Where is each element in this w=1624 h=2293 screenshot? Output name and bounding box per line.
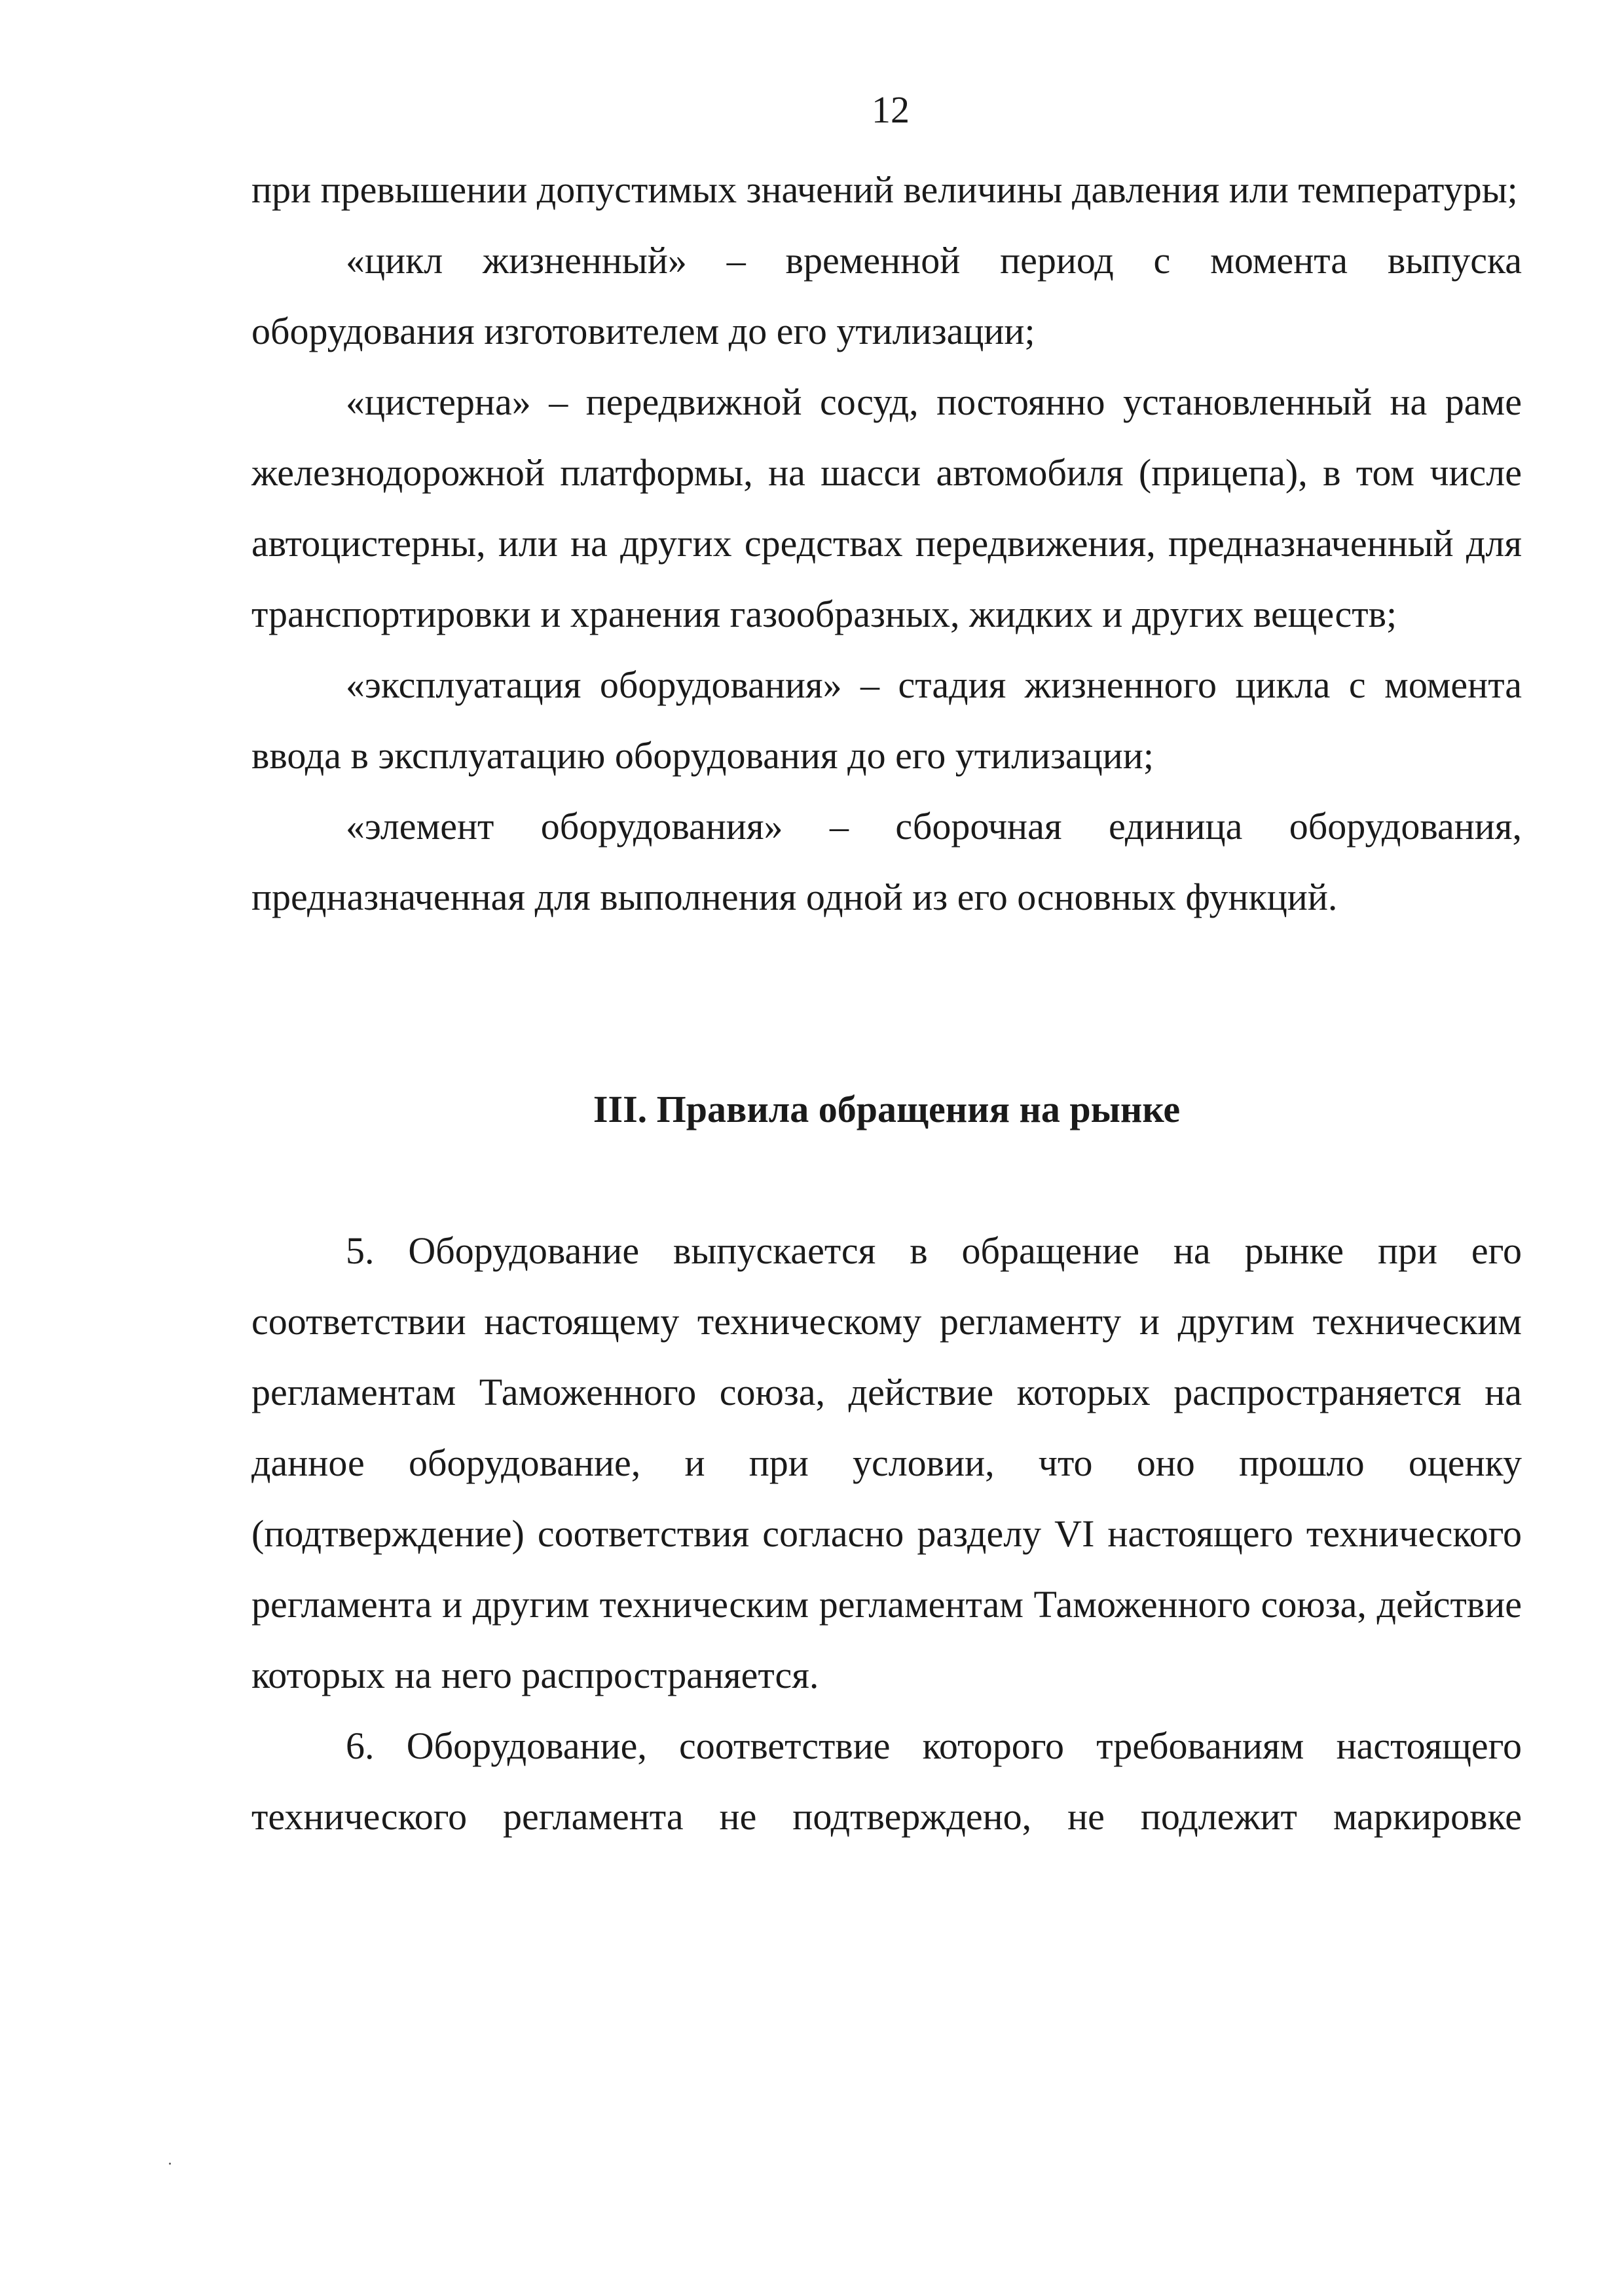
scan-speck [169,2163,171,2165]
definition-paragraph-element: «элемент оборудования» – сборочная единица оборудования, предназначенная для выполнения одной из его основных функций. [251,805,1522,918]
section-heading: III. Правила обращения на рынке [593,1088,1181,1130]
clause-5-paragraph: 5. Оборудование выпускается в обращение на рынке при его соответствии настоящему техническому регламенту и другим техническим регламентам Таможенного союза, действие которых распространяется на данное оборудование, и при условии, что оно прошло оценку (подтверждение) соответствия согласно разделу VI настоящего технического регламента и другим техническим регламентам Таможенного союза, действие которых на него распространяется. [251,1229,1522,1696]
page-number: 12 [872,88,910,131]
clause-6-paragraph: 6. Оборудование, соответствие которого требованиям настоящего технического регламента не подтверждено, не подлежит маркировке [251,1724,1522,1838]
definition-paragraph-life-cycle: «цикл жизненный» – временной период с момента выпуска оборудования изготовителем до его утилизации; [251,239,1522,352]
paragraph-continuation: при превышении допустимых значений величины давления или температуры; [251,168,1518,211]
definition-paragraph-operation: «эксплуатация оборудования» – стадия жизненного цикла с момента ввода в эксплуатацию оборудования до его утилизации; [251,663,1522,777]
document-body [251,155,1522,1852]
definition-paragraph-tank: «цистерна» – передвижной сосуд, постоянно установленный на раме железнодорожной платформы, на шасси автомобиля (прицепа), в том числе автоцистерны, или на других средствах передвижения, предназначенный для транспортировки и хранения газообразных, жидких и других веществ; [251,381,1522,635]
